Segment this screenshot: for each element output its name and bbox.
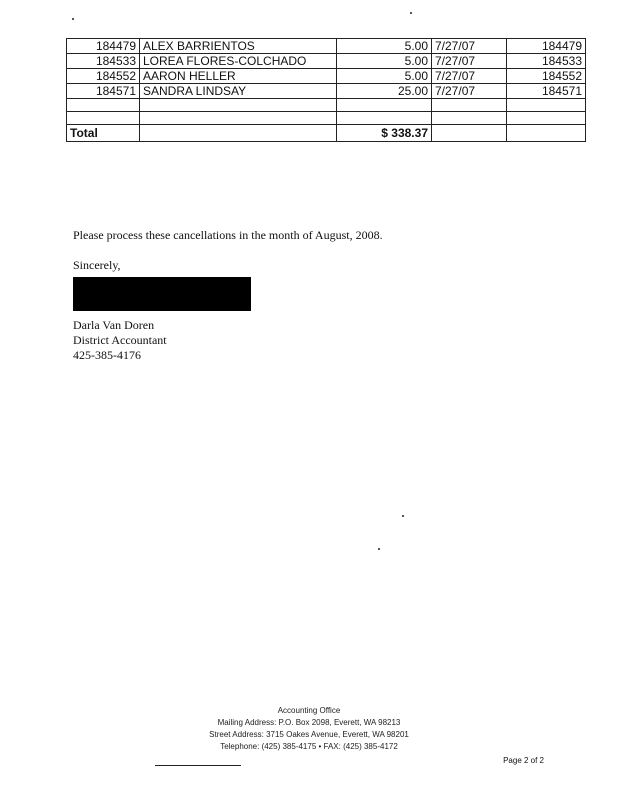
table-row bbox=[67, 69, 586, 84]
signer-phone: 425-385-4176 bbox=[73, 348, 141, 362]
letter-closing: Sincerely, bbox=[73, 258, 121, 272]
cancellations-table bbox=[66, 38, 586, 142]
footer-mailing-address: Mailing Address: P.O. Box 2098, Everett, WA 98213 bbox=[217, 718, 401, 727]
reference-cell: 184571 bbox=[507, 84, 586, 99]
footer-rule bbox=[155, 765, 241, 766]
scan-speck bbox=[378, 548, 380, 550]
footer-street-address: Street Address: 3715 Oakes Avenue, Everett, WA 98201 bbox=[209, 730, 409, 739]
table-row bbox=[67, 39, 586, 54]
amount-cell: 5.00 bbox=[337, 54, 432, 69]
footer-telephone: Telephone: (425) 385-4175 • FAX: (425) 385-4172 bbox=[220, 742, 398, 751]
student-name-cell: ALEX BARRIENTOS bbox=[140, 39, 337, 54]
student-name-cell: SANDRA LINDSAY bbox=[140, 84, 337, 99]
total-amount: $ 338.37 bbox=[337, 125, 432, 142]
date-cell: 7/27/07 bbox=[432, 69, 507, 84]
cancellations-table-body bbox=[67, 39, 586, 142]
amount-cell: 5.00 bbox=[337, 39, 432, 54]
receipt-id-cell: 184571 bbox=[67, 84, 140, 99]
footer-office: Accounting Office bbox=[277, 706, 341, 715]
receipt-id-cell: 184552 bbox=[67, 69, 140, 84]
table-row bbox=[67, 84, 586, 99]
amount-cell: 25.00 bbox=[337, 84, 432, 99]
table-row bbox=[67, 54, 586, 69]
date-cell: 7/27/07 bbox=[432, 84, 507, 99]
receipt-id-cell: 184479 bbox=[67, 39, 140, 54]
student-name-cell: LOREA FLORES-COLCHADO bbox=[140, 54, 337, 69]
total-label: Total bbox=[67, 125, 140, 142]
scan-speck bbox=[72, 18, 74, 20]
signer-name: Darla Van Doren bbox=[73, 318, 155, 332]
empty-row bbox=[67, 99, 586, 112]
total-row bbox=[67, 125, 586, 142]
date-cell: 7/27/07 bbox=[432, 54, 507, 69]
amount-cell: 5.00 bbox=[337, 69, 432, 84]
page-number: Page 2 of 2 bbox=[503, 756, 544, 765]
scan-speck bbox=[410, 12, 412, 14]
letter-body: Please process these cancellations in the month of August, 2008. bbox=[73, 228, 383, 242]
redacted-signature bbox=[73, 277, 251, 311]
reference-cell: 184479 bbox=[507, 39, 586, 54]
empty-row bbox=[67, 112, 586, 125]
reference-cell: 184533 bbox=[507, 54, 586, 69]
date-cell: 7/27/07 bbox=[432, 39, 507, 54]
student-name-cell: AARON HELLER bbox=[140, 69, 337, 84]
receipt-id-cell: 184533 bbox=[67, 54, 140, 69]
reference-cell: 184552 bbox=[507, 69, 586, 84]
signer-title: District Accountant bbox=[73, 333, 167, 347]
scan-speck bbox=[402, 515, 404, 517]
